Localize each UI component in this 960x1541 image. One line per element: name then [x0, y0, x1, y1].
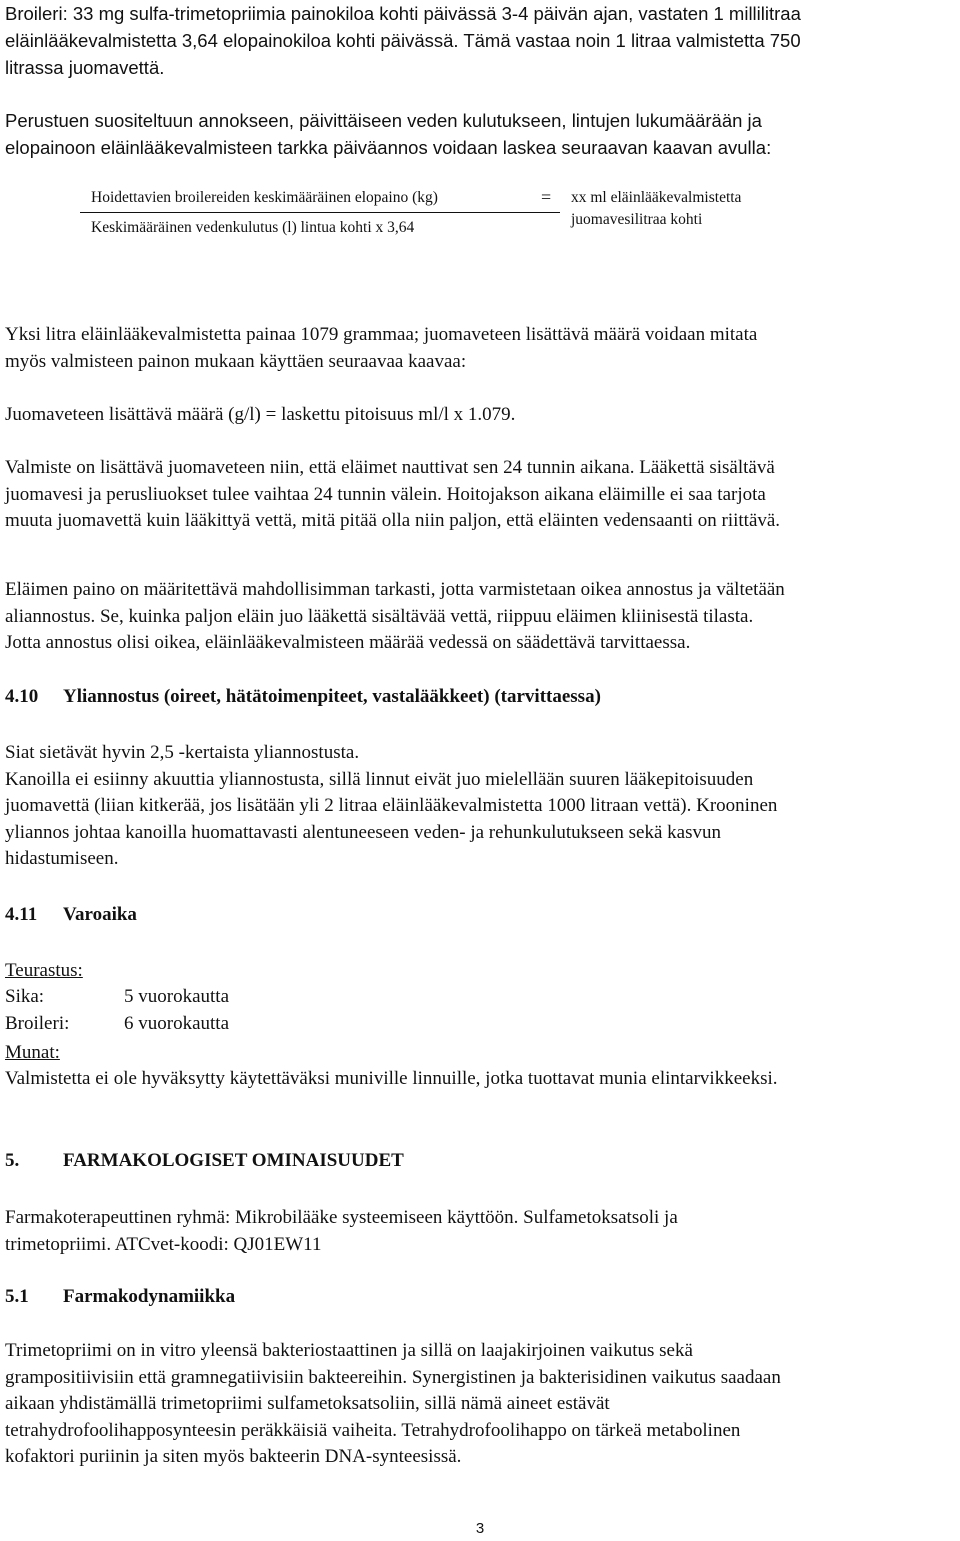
dosage-line: litrassa juomavettä.	[5, 57, 165, 78]
formula-intro-paragraph	[5, 107, 771, 161]
species-label: Broileri:	[5, 1013, 70, 1034]
overdose-line: Siat sietävät hyvin 2,5 -kertaista yliannostusta.	[5, 742, 360, 763]
section-number: 5.1	[5, 1286, 29, 1307]
overdose-line: juomavettä (liian kitkerää, jos lisätään yli 2 litraa eläinlääkevalmistetta 1000 litraan vettä). Krooninen	[5, 795, 778, 816]
consumption-line: juomavesi ja perusliuokset tulee vaihtaa 24 tunnin välein. Hoitojakson aikana eläimille ei saa tarjota	[5, 483, 766, 505]
section-heading-4-11	[5, 904, 137, 926]
pharmacodynamics-line: Trimetopriimi on in vitro yleensä bakteriostaattinen ja sillä on laajakirjoinen vaikutus sekä	[5, 1340, 693, 1361]
consumption-line: muuta juomavettä kuin lääkittyä vettä, mitä pitää olla niin paljon, että eläinten vedensaanti on riittävä.	[5, 510, 781, 531]
section-number: 5.	[5, 1150, 20, 1171]
dosage-line: Broileri: 33 mg sulfa-trimetopriimia painokiloa kohti päivässä 3-4 päivän ajan, vastaten 1 millilitraa	[5, 3, 801, 24]
dose-formula	[5, 185, 953, 245]
species-label: Sika:	[5, 986, 45, 1007]
section-number: 4.11	[5, 904, 38, 925]
consumption-line: Valmiste on lisättävä juomaveteen niin, että eläimet nauttivat sen 24 tunnin aikana. Lääkettä sisältävä	[5, 457, 775, 478]
eggs-label: Munat:	[5, 1042, 60, 1063]
withdrawal-row-pig	[5, 986, 229, 1008]
section-title: FARMAKOLOGISET OMINAISUUDET	[63, 1150, 404, 1171]
formula-intro-line: Perustuen suositeltuun annokseen, päivittäiseen veden kulutukseen, lintujen lukumäärään ja	[5, 110, 762, 131]
formula-result-line: juomavesilitraa kohti	[571, 211, 703, 228]
pharmacodynamics-line: kofaktori puriinin ja siten myös bakteerin DNA-synteesissä.	[5, 1446, 462, 1467]
weighing-line: Jotta annostus olisi oikea, eläinlääkevalmisteen määrää vedessä on säädettävä tarvittaessa.	[5, 632, 691, 653]
section-heading-4-10	[5, 686, 601, 708]
withdrawal-value: 5 vuorokautta	[124, 986, 230, 1007]
overdose-paragraph	[5, 740, 777, 873]
overdose-line: Kanoilla ei esiinny akuuttia yliannostusta, sillä linnut eivät juo mielellään suuren lääkepitoisuuden	[5, 768, 754, 790]
overdose-line: yliannos johtaa kanoilla huomattavasti alentuneeseen veden- ja rehunkulutukseen sekä kasvun	[5, 821, 721, 843]
section-heading-5	[5, 1150, 404, 1172]
weighing-line: aliannostus. Se, kuinka paljon eläin juo lääkettä sisältävää vettä, riippuu eläimen kliinisestä tilasta.	[5, 605, 754, 627]
pharmacodynamics-line: aikaan yhdistämällä trimetopriimi sulfametoksatsoliin, sillä nämä aineet estävät	[5, 1393, 610, 1414]
dosage-paragraph	[5, 0, 801, 81]
formula-result-line: xx ml eläinlääkevalmistetta	[571, 189, 742, 206]
withdrawal-row-broiler	[5, 1013, 229, 1035]
pharmacotherapeutic-line: Farmakoterapeuttinen ryhmä: Mikrobilääke systeemiseen käyttöön. Sulfametoksatsoli ja	[5, 1207, 678, 1228]
formula-denominator: Keskimääräinen vedenkulutus (l) lintua kohti x 3,64	[91, 219, 415, 236]
weighing-line: Eläimen paino on määritettävä mahdollisimman tarkasti, jotta varmistetaan oikea annostus ja vältetään	[5, 579, 785, 600]
section-title: Farmakodynamiikka	[63, 1286, 236, 1307]
formula-equals: =	[541, 187, 552, 207]
weight-paragraph	[5, 322, 757, 375]
eggs-text: Valmistetta ei ole hyväksytty käytettäväksi muniville linnuille, jotka tuottavat munia elintarvikkeeksi.	[5, 1068, 778, 1089]
pharmacodynamics-line: tetrahydrofoolihapposynteesin peräkkäisiä vaiheita. Tetrahydrofoolihappo on tärkeä metabolinen	[5, 1419, 741, 1441]
dosage-line: eläinlääkevalmistetta 3,64 elopainokiloa kohti päivässä. Tämä vastaa noin 1 litraa valmistetta 750	[5, 30, 801, 51]
section-title: Varoaika	[63, 904, 137, 925]
weight-formula: Juomaveteen lisättävä määrä (g/l) = laskettu pitoisuus ml/l x 1.079.	[5, 404, 516, 425]
weighing-paragraph	[5, 577, 785, 657]
section-number: 4.10	[5, 686, 39, 707]
formula-intro-line: elopainoon eläinlääkevalmisteen tarkka päiväannos voidaan laskea seuraavan kaavan avulla:	[5, 137, 772, 158]
pharmacotherapeutic-paragraph	[5, 1205, 678, 1258]
section-heading-5-1	[5, 1286, 235, 1308]
weight-line: myös valmisteen painon mukaan käyttäen seuraavaa kaavaa:	[5, 350, 467, 372]
slaughter-label: Teurastus:	[5, 960, 83, 981]
overdose-line: hidastumiseen.	[5, 848, 119, 869]
formula-numerator: Hoidettavien broilereiden keskimääräinen elopaino (kg)	[91, 189, 438, 206]
pharmacotherapeutic-line: trimetopriimi. ATCvet-koodi: QJ01EW11	[5, 1233, 322, 1255]
page-number: 3	[475, 1520, 485, 1537]
weight-line: Yksi litra eläinlääkevalmistetta painaa 1079 grammaa; juomaveteen lisättävä määrä voidaan mitata	[5, 324, 758, 345]
pharmacodynamics-line: grampositiivisiin että gramnegatiivisiin bakteereihin. Synergistinen ja bakterisidinen vaikutus saadaan	[5, 1366, 781, 1388]
fraction-bar	[80, 212, 560, 213]
section-title: Yliannostus (oireet, hätätoimenpiteet, vastalääkkeet) (tarvittaessa)	[63, 686, 601, 707]
consumption-paragraph	[5, 455, 780, 535]
withdrawal-value: 6 vuorokautta	[124, 1013, 230, 1034]
pharmacodynamics-paragraph	[5, 1338, 781, 1471]
